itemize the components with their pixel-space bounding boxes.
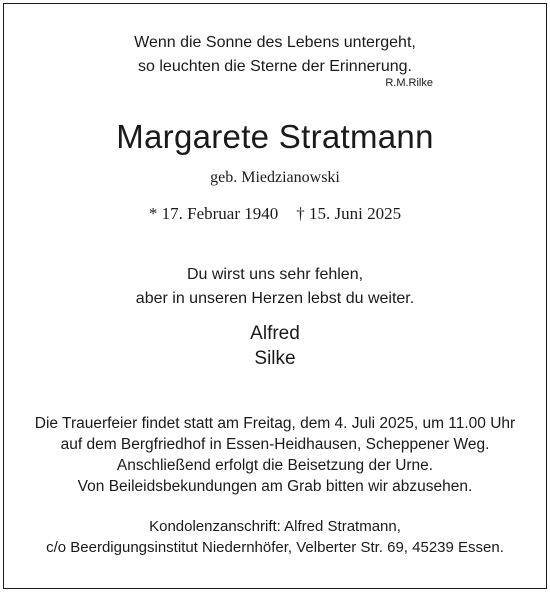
survivors-list	[0, 321, 550, 371]
deceased-name: Margarete Stratmann	[116, 118, 434, 155]
farewell-message	[0, 263, 550, 311]
quote-block	[0, 31, 550, 79]
survivor-name: Alfred	[250, 323, 300, 344]
maiden-name: geb. Miedzianowski	[210, 169, 340, 186]
funeral-line-4: Von Beileidsbekundungen am Grab bitten wir abzusehen.	[77, 478, 473, 495]
death-date: † 15. Juni 2025	[296, 204, 402, 223]
quote-author: R.M.Rilke	[385, 77, 433, 89]
message-line-1: Du wirst uns sehr fehlen,	[186, 266, 364, 283]
survivor-name: Silke	[254, 348, 296, 369]
contact-line-2: c/o Beerdigungsinstitut Niedernhöfer, Velberter Str. 69, 45239 Essen.	[46, 539, 504, 556]
funeral-line-2: auf dem Bergfriedhof in Essen-Heidhausen, Scheppener Weg.	[60, 436, 490, 453]
contact-line-1: Kondolenzanschrift: Alfred Stratmann,	[149, 518, 401, 535]
funeral-info	[0, 413, 550, 497]
message-line-2: aber in unseren Herzen lebst du weiter.	[135, 290, 415, 307]
funeral-line-3: Anschließend erfolgt die Beisetzung der Urne.	[116, 457, 434, 474]
birth-date: * 17. Februar 1940	[148, 204, 279, 223]
funeral-line-1: Die Trauerfeier findet statt am Freitag, dem 4. Juli 2025, um 11.00 Uhr	[34, 415, 516, 432]
quote-line-2: so leuchten die Sterne der Erinnerung.	[138, 58, 412, 75]
quote-line-1: Wenn die Sonne des Lebens untergeht,	[134, 34, 416, 51]
life-dates	[0, 203, 550, 225]
condolence-address	[0, 516, 550, 558]
